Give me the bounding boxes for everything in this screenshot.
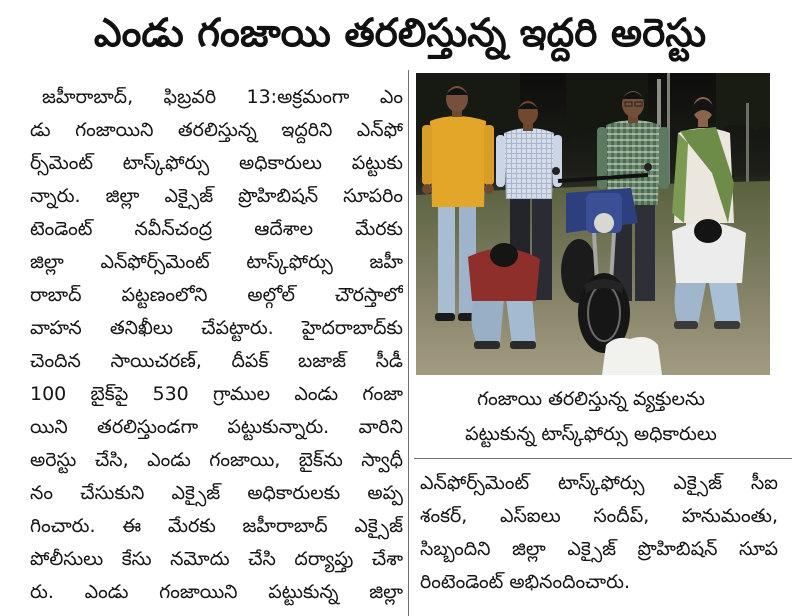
column-divider <box>408 70 409 616</box>
article-line: 100 బైక్‌పై 530 గ్రాముల ఎండు గంజా <box>30 383 403 405</box>
article-line: జహీరాబాద్, ఫిబ్రవరి 13:అక్రమంగా ఎం <box>42 86 403 108</box>
caption-divider <box>414 458 792 459</box>
news-photo <box>416 73 770 375</box>
white-bag <box>602 337 662 375</box>
article-line: ర్స్‌మెంట్ టాస్క్‌ఫోర్సు అధికారులు పట్టుకు <box>30 152 403 174</box>
article-line: గించారు. ఈ మేరకు జహీరాబాద్ ఎక్సైజ్ <box>30 515 403 537</box>
article-line: చెందిన సాయిచరణ్, దీపక్ బజాజ్ సీడీ <box>30 350 403 372</box>
article-line: న్నారు. జిల్లా ఎక్సైజ్ ప్రొహిబిషన్ సూపరిం <box>30 185 403 207</box>
caption-line: గంజాయి తరలిస్తున్న వ్యక్తులను <box>477 388 705 410</box>
news-photo-image <box>416 73 770 375</box>
article-line: అరెస్టు చేసి, ఎండు గంజాయి, బైక్‌ను స్వాధీ <box>30 449 403 471</box>
photo-caption <box>414 382 768 452</box>
article-line: రు. ఎండు గంజాయిని పట్టుకున్న జిల్లా <box>30 581 403 603</box>
article-line: డు గంజాయిని తరలిస్తున్న ఇద్దరిని ఎన్‌ఫో <box>30 119 403 141</box>
article-line: రింటెండెంట్ అభినందించారు. <box>420 571 631 593</box>
article-line: రాబాద్ పట్టణంలోని అల్గోల్ చౌరస్తాలో <box>30 284 403 306</box>
headline: ఎండు గంజాయి తరలిస్తున్న ఇద్దరి అరెస్టు <box>93 11 707 56</box>
article-line: శంకర్, ఎస్‌ఐలు సందీప్, హనుమంతు, <box>420 505 778 527</box>
article-line: సిబ్బందిని జిల్లా ఎక్సైజ్ ప్రొహిబిషన్ సూప <box>420 538 778 560</box>
article-line: నం చేసుకుని ఎక్సైజ్ అధికారులకు అప్ప <box>30 482 403 504</box>
article-line: యిని తరలిస్తుండగా పట్టుకున్నారు. వారిని <box>30 416 403 438</box>
article-line: ఎన్‌ఫోర్స్‌మెంట్ టాస్క్‌ఫోర్సు ఎక్సైజ్ సీఐ <box>420 472 778 494</box>
article-left-column <box>30 81 403 614</box>
article-line: వాహన తనిఖీలు చేపట్టారు. హైదరాబాద్‌కు <box>30 317 403 339</box>
article-right-column <box>420 467 778 607</box>
article-line: పోలీసులు కేసు నమోదు చేసి దర్యాప్తు చేశా <box>30 548 403 570</box>
article-line: జిల్లా ఎన్‌ఫోర్స్‌మెంట్ టాస్క్‌ఫోర్సు జహీ <box>30 251 403 273</box>
caption-line: పట్టుకున్న టాస్క్‌ఫోర్సు అధికారులు <box>465 423 717 445</box>
article-line: టెండెంట్ నవీన్‌చంద్ర ఆదేశాల మేరకు <box>30 218 403 240</box>
